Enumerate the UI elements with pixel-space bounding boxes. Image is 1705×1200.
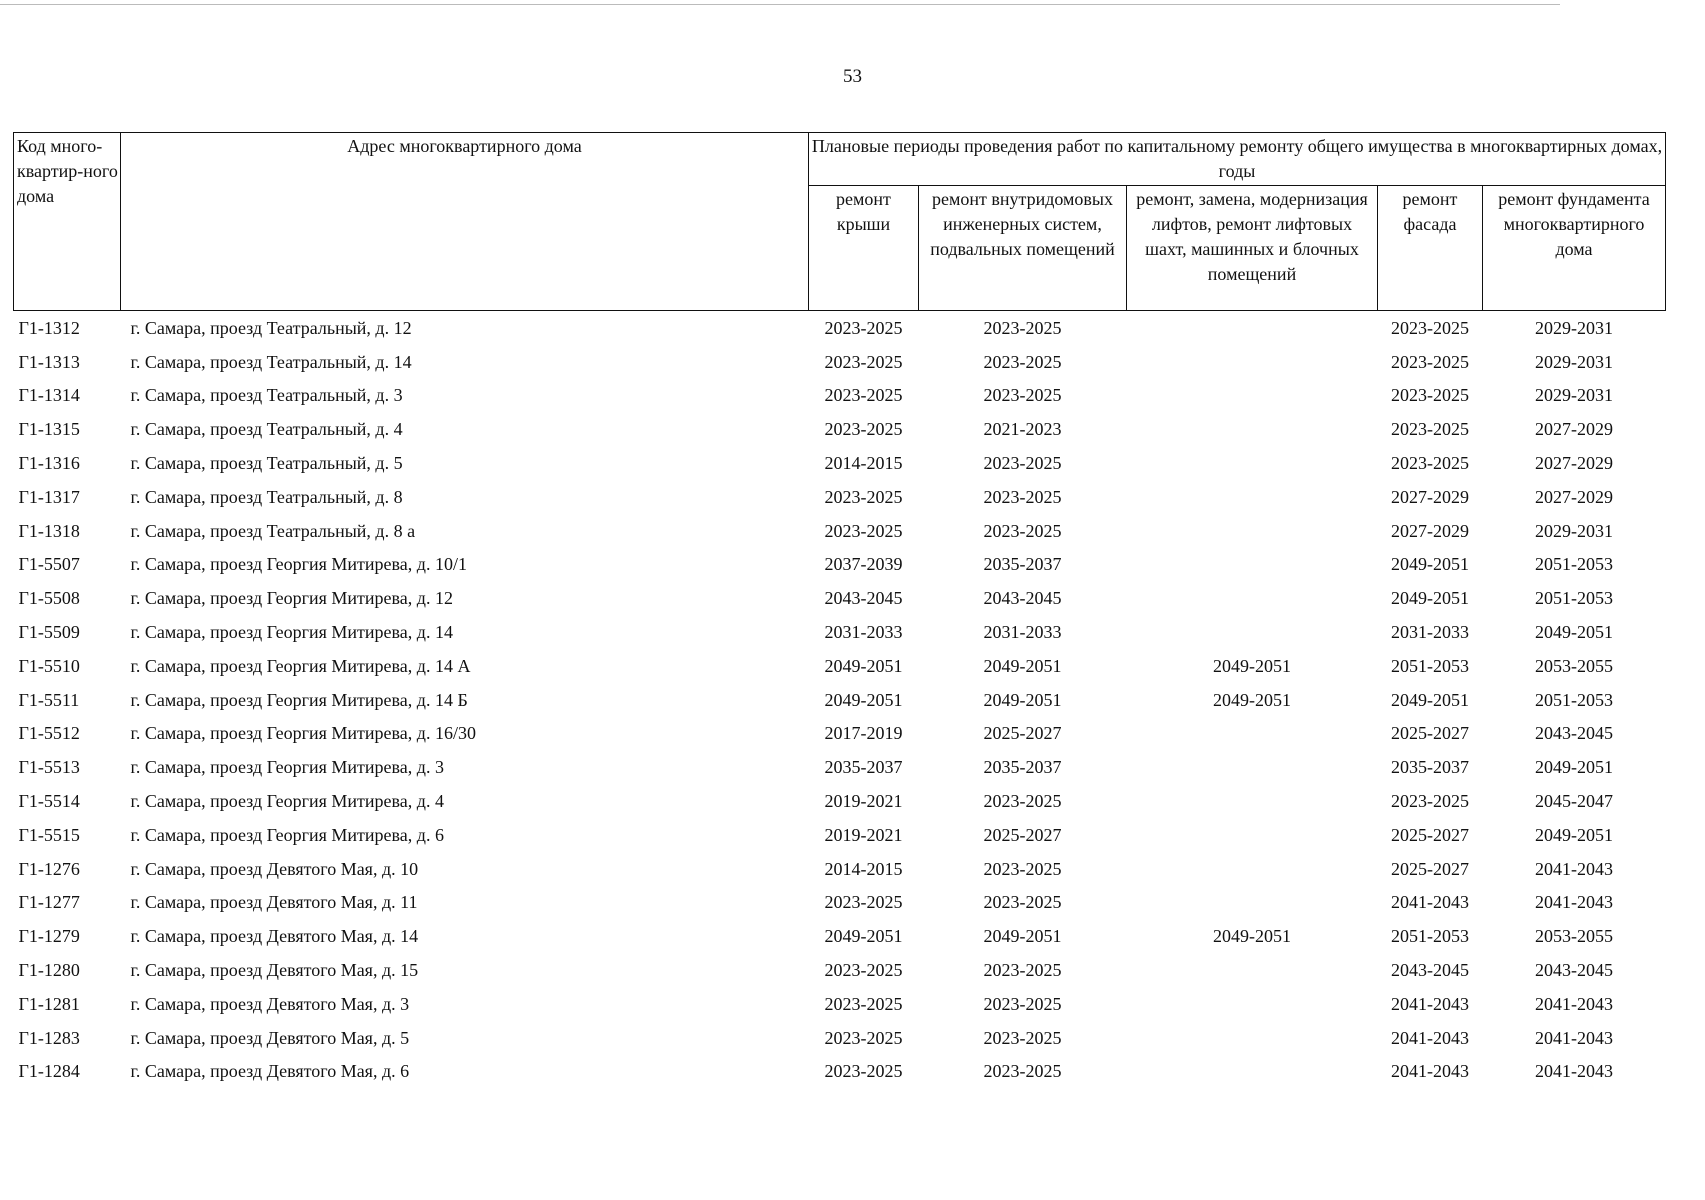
- cell-building-code: Г1-5509: [18, 622, 80, 643]
- cell-building-code: Г1-1279: [18, 926, 80, 947]
- cell-roof-period: 2049-2051: [824, 689, 903, 710]
- cell-building-code: Г1-5512: [18, 723, 80, 744]
- cell-lift-period: [1127, 446, 1378, 480]
- cell-lift-period: [1127, 311, 1378, 345]
- cell-facade-period: 2031-2033: [1391, 622, 1469, 643]
- cell-address: г. Самара, проезд Девятого Мая, д. 15: [130, 960, 419, 981]
- table-row: [14, 311, 1666, 345]
- table-row: [14, 1055, 1666, 1089]
- cell-address: г. Самара, проезд Девятого Мая, д. 11: [130, 892, 418, 913]
- cell-building-code: Г1-1277: [18, 892, 80, 913]
- cell-facade-period: 2023-2025: [1391, 317, 1469, 338]
- header-lift-repair: ремонт, замена, модернизация лифтов, ремонт лифтовых шахт, машинных и блочных помещений: [1127, 186, 1378, 311]
- cell-building-code: Г1-1281: [18, 993, 80, 1014]
- cell-lift-period: 2049-2051: [1213, 689, 1291, 710]
- cell-lift-period: [1127, 953, 1378, 987]
- cell-building-code: Г1-1313: [18, 351, 80, 372]
- cell-address: г. Самара, проезд Георгия Митирева, д. 3: [130, 757, 444, 778]
- table-row: [14, 683, 1666, 717]
- table-row: [14, 446, 1666, 480]
- cell-facade-period: 2023-2025: [1391, 419, 1469, 440]
- cell-foundation-period: 2027-2029: [1535, 486, 1613, 507]
- cell-address: г. Самара, проезд Театральный, д. 4: [130, 419, 403, 440]
- cell-foundation-period: 2049-2051: [1535, 757, 1613, 778]
- cell-foundation-period: 2051-2053: [1535, 554, 1613, 575]
- table-body: [14, 311, 1666, 1089]
- cell-building-code: Г1-5511: [18, 689, 80, 710]
- cell-building-code: Г1-5508: [18, 588, 80, 609]
- cell-lift-period: [1127, 615, 1378, 649]
- table-row: [14, 717, 1666, 751]
- cell-facade-period: 2041-2043: [1391, 1061, 1469, 1082]
- cell-address: г. Самара, проезд Девятого Мая, д. 14: [130, 926, 419, 947]
- cell-engineering-period: 2023-2025: [983, 385, 1062, 406]
- table-row: [14, 412, 1666, 446]
- cell-foundation-period: 2053-2055: [1535, 926, 1613, 947]
- cell-building-code: Г1-1284: [18, 1061, 80, 1082]
- header-engineering-repair: ремонт внутридомовых инженерных систем, подвальных помещений: [919, 186, 1127, 311]
- cell-address: г. Самара, проезд Театральный, д. 8 а: [130, 520, 416, 541]
- cell-engineering-period: 2023-2025: [983, 892, 1062, 913]
- cell-foundation-period: 2045-2047: [1535, 791, 1613, 812]
- cell-facade-period: 2023-2025: [1391, 385, 1469, 406]
- cell-facade-period: 2035-2037: [1391, 757, 1469, 778]
- cell-lift-period: [1127, 379, 1378, 413]
- table-row: [14, 514, 1666, 548]
- cell-roof-period: 2043-2045: [824, 588, 903, 609]
- cell-foundation-period: 2043-2045: [1535, 723, 1613, 744]
- header-roof-repair: ремонт крыши: [809, 186, 919, 311]
- table-row: [14, 480, 1666, 514]
- cell-facade-period: 2027-2029: [1391, 520, 1469, 541]
- cell-engineering-period: 2049-2051: [983, 926, 1062, 947]
- top-scan-rule: [0, 4, 1560, 5]
- header-building-code: Код много-квартир-ного дома: [14, 133, 121, 311]
- cell-address: г. Самара, проезд Георгия Митирева, д. 4: [130, 791, 444, 812]
- cell-address: г. Самара, проезд Георгия Митирева, д. 14: [130, 622, 453, 643]
- cell-foundation-period: 2029-2031: [1535, 317, 1613, 338]
- cell-address: г. Самара, проезд Девятого Мая, д. 3: [130, 993, 410, 1014]
- cell-engineering-period: 2025-2027: [983, 824, 1062, 845]
- header-address: Адрес многоквартирного дома: [121, 133, 809, 311]
- cell-facade-period: 2049-2051: [1391, 588, 1469, 609]
- table-row: [14, 750, 1666, 784]
- cell-facade-period: 2049-2051: [1391, 554, 1469, 575]
- cell-roof-period: 2023-2025: [824, 892, 903, 913]
- cell-building-code: Г1-5515: [18, 824, 80, 845]
- cell-lift-period: [1127, 581, 1378, 615]
- cell-roof-period: 2031-2033: [824, 622, 903, 643]
- table-row: [14, 953, 1666, 987]
- cell-engineering-period: 2035-2037: [983, 554, 1062, 575]
- cell-roof-period: 2014-2015: [824, 858, 903, 879]
- cell-roof-period: 2023-2025: [824, 993, 903, 1014]
- cell-lift-period: [1127, 480, 1378, 514]
- table-row: [14, 1021, 1666, 1055]
- cell-lift-period: [1127, 852, 1378, 886]
- cell-address: г. Самара, проезд Театральный, д. 3: [130, 385, 403, 406]
- cell-roof-period: 2023-2025: [824, 351, 903, 372]
- repair-schedule-table: [13, 132, 1666, 1088]
- cell-engineering-period: 2023-2025: [983, 351, 1062, 372]
- header-facade-repair: ремонт фасада: [1378, 186, 1483, 311]
- cell-engineering-period: 2023-2025: [983, 1027, 1062, 1048]
- cell-roof-period: 2023-2025: [824, 1027, 903, 1048]
- cell-engineering-period: 2043-2045: [983, 588, 1062, 609]
- cell-facade-period: 2023-2025: [1391, 453, 1469, 474]
- table-row: [14, 548, 1666, 582]
- table-header: [14, 133, 1666, 311]
- cell-facade-period: 2023-2025: [1391, 791, 1469, 812]
- cell-foundation-period: 2051-2053: [1535, 689, 1613, 710]
- cell-building-code: Г1-5507: [18, 554, 80, 575]
- cell-building-code: Г1-1283: [18, 1027, 80, 1048]
- cell-roof-period: 2049-2051: [824, 926, 903, 947]
- cell-building-code: Г1-1315: [18, 419, 80, 440]
- table-row: [14, 987, 1666, 1021]
- cell-foundation-period: 2027-2029: [1535, 419, 1613, 440]
- cell-foundation-period: 2027-2029: [1535, 453, 1613, 474]
- table-row: [14, 784, 1666, 818]
- header-foundation-repair: ремонт фундамента многоквартирного дома: [1483, 186, 1666, 311]
- cell-roof-period: 2049-2051: [824, 655, 903, 676]
- cell-building-code: Г1-1312: [18, 317, 80, 338]
- table-row: [14, 886, 1666, 920]
- cell-foundation-period: 2041-2043: [1535, 993, 1613, 1014]
- cell-building-code: Г1-1280: [18, 960, 80, 981]
- cell-roof-period: 2023-2025: [824, 1061, 903, 1082]
- cell-foundation-period: 2029-2031: [1535, 385, 1613, 406]
- cell-lift-period: [1127, 717, 1378, 751]
- cell-facade-period: 2041-2043: [1391, 892, 1469, 913]
- cell-address: г. Самара, проезд Театральный, д. 14: [130, 351, 412, 372]
- cell-roof-period: 2023-2025: [824, 419, 903, 440]
- cell-roof-period: 2019-2021: [824, 791, 903, 812]
- cell-lift-period: [1127, 818, 1378, 852]
- cell-address: г. Самара, проезд Театральный, д. 5: [130, 453, 403, 474]
- cell-address: г. Самара, проезд Девятого Мая, д. 6: [130, 1061, 410, 1082]
- table-row: [14, 818, 1666, 852]
- cell-lift-period: [1127, 412, 1378, 446]
- cell-building-code: Г1-1314: [18, 385, 80, 406]
- cell-foundation-period: 2053-2055: [1535, 655, 1613, 676]
- table-row: [14, 345, 1666, 379]
- cell-facade-period: 2025-2027: [1391, 723, 1469, 744]
- cell-roof-period: 2023-2025: [824, 486, 903, 507]
- cell-roof-period: 2014-2015: [824, 453, 903, 474]
- cell-facade-period: 2043-2045: [1391, 960, 1469, 981]
- cell-engineering-period: 2049-2051: [983, 655, 1062, 676]
- cell-address: г. Самара, проезд Георгия Митирева, д. 6: [130, 824, 444, 845]
- cell-building-code: Г1-1318: [18, 520, 80, 541]
- cell-facade-period: 2025-2027: [1391, 858, 1469, 879]
- cell-engineering-period: 2023-2025: [983, 960, 1062, 981]
- cell-facade-period: 2041-2043: [1391, 993, 1469, 1014]
- cell-roof-period: 2035-2037: [824, 757, 903, 778]
- cell-foundation-period: 2043-2045: [1535, 960, 1613, 981]
- cell-building-code: Г1-5514: [18, 791, 80, 812]
- cell-facade-period: 2051-2053: [1391, 926, 1469, 947]
- cell-foundation-period: 2041-2043: [1535, 858, 1613, 879]
- cell-facade-period: 2049-2051: [1391, 689, 1469, 710]
- cell-lift-period: [1127, 784, 1378, 818]
- cell-engineering-period: 2031-2033: [983, 622, 1062, 643]
- cell-foundation-period: 2041-2043: [1535, 1061, 1613, 1082]
- cell-engineering-period: 2049-2051: [983, 689, 1062, 710]
- cell-address: г. Самара, проезд Театральный, д. 8: [130, 486, 403, 507]
- cell-lift-period: 2049-2051: [1213, 926, 1291, 947]
- cell-lift-period: [1127, 750, 1378, 784]
- cell-foundation-period: 2029-2031: [1535, 520, 1613, 541]
- cell-facade-period: 2027-2029: [1391, 486, 1469, 507]
- table-row: [14, 852, 1666, 886]
- table-row: [14, 649, 1666, 683]
- cell-engineering-period: 2023-2025: [983, 486, 1062, 507]
- cell-lift-period: [1127, 1021, 1378, 1055]
- cell-foundation-period: 2029-2031: [1535, 351, 1613, 372]
- cell-lift-period: [1127, 987, 1378, 1021]
- cell-address: г. Самара, проезд Театральный, д. 12: [130, 317, 412, 338]
- cell-roof-period: 2023-2025: [824, 385, 903, 406]
- cell-engineering-period: 2023-2025: [983, 520, 1062, 541]
- header-planned-periods: Плановые периоды проведения работ по капитальному ремонту общего имущества в многоквартирных домах, годы: [809, 133, 1666, 186]
- cell-foundation-period: 2041-2043: [1535, 1027, 1613, 1048]
- cell-engineering-period: 2023-2025: [983, 317, 1062, 338]
- cell-roof-period: 2017-2019: [824, 723, 903, 744]
- cell-facade-period: 2051-2053: [1391, 655, 1469, 676]
- cell-lift-period: [1127, 548, 1378, 582]
- cell-building-code: Г1-1316: [18, 453, 80, 474]
- cell-foundation-period: 2051-2053: [1535, 588, 1613, 609]
- cell-building-code: Г1-5510: [18, 655, 80, 676]
- cell-engineering-period: 2025-2027: [983, 723, 1062, 744]
- cell-engineering-period: 2023-2025: [983, 993, 1062, 1014]
- cell-building-code: Г1-1276: [18, 858, 80, 879]
- cell-facade-period: 2025-2027: [1391, 824, 1469, 845]
- cell-engineering-period: 2023-2025: [983, 453, 1062, 474]
- table-row: [14, 379, 1666, 413]
- cell-facade-period: 2023-2025: [1391, 351, 1469, 372]
- cell-address: г. Самара, проезд Георгия Митирева, д. 12: [130, 588, 453, 609]
- cell-address: г. Самара, проезд Девятого Мая, д. 5: [130, 1027, 410, 1048]
- cell-lift-period: 2049-2051: [1213, 655, 1291, 676]
- cell-roof-period: 2019-2021: [824, 824, 903, 845]
- cell-lift-period: [1127, 1055, 1378, 1089]
- cell-lift-period: [1127, 886, 1378, 920]
- cell-engineering-period: 2021-2023: [983, 419, 1062, 440]
- cell-address: г. Самара, проезд Георгия Митирева, д. 10/1: [130, 554, 467, 575]
- cell-address: г. Самара, проезд Девятого Мая, д. 10: [130, 858, 419, 879]
- cell-lift-period: [1127, 514, 1378, 548]
- cell-foundation-period: 2049-2051: [1535, 824, 1613, 845]
- table-row: [14, 919, 1666, 953]
- cell-engineering-period: 2023-2025: [983, 791, 1062, 812]
- table-row: [14, 615, 1666, 649]
- page-number: 53: [843, 66, 862, 87]
- cell-address: г. Самара, проезд Георгия Митирева, д. 16/30: [130, 723, 476, 744]
- cell-engineering-period: 2023-2025: [983, 1061, 1062, 1082]
- cell-engineering-period: 2035-2037: [983, 757, 1062, 778]
- table-row: [14, 581, 1666, 615]
- cell-lift-period: [1127, 345, 1378, 379]
- cell-roof-period: 2023-2025: [824, 520, 903, 541]
- cell-roof-period: 2023-2025: [824, 317, 903, 338]
- cell-roof-period: 2023-2025: [824, 960, 903, 981]
- cell-address: г. Самара, проезд Георгия Митирева, д. 14 Б: [130, 689, 468, 710]
- repair-schedule-sheet: [13, 132, 1665, 1088]
- cell-facade-period: 2041-2043: [1391, 1027, 1469, 1048]
- cell-foundation-period: 2041-2043: [1535, 892, 1613, 913]
- cell-building-code: Г1-1317: [18, 486, 80, 507]
- cell-engineering-period: 2023-2025: [983, 858, 1062, 879]
- cell-address: г. Самара, проезд Георгия Митирева, д. 14 А: [130, 655, 471, 676]
- cell-building-code: Г1-5513: [18, 757, 80, 778]
- cell-foundation-period: 2049-2051: [1535, 622, 1613, 643]
- cell-roof-period: 2037-2039: [824, 554, 903, 575]
